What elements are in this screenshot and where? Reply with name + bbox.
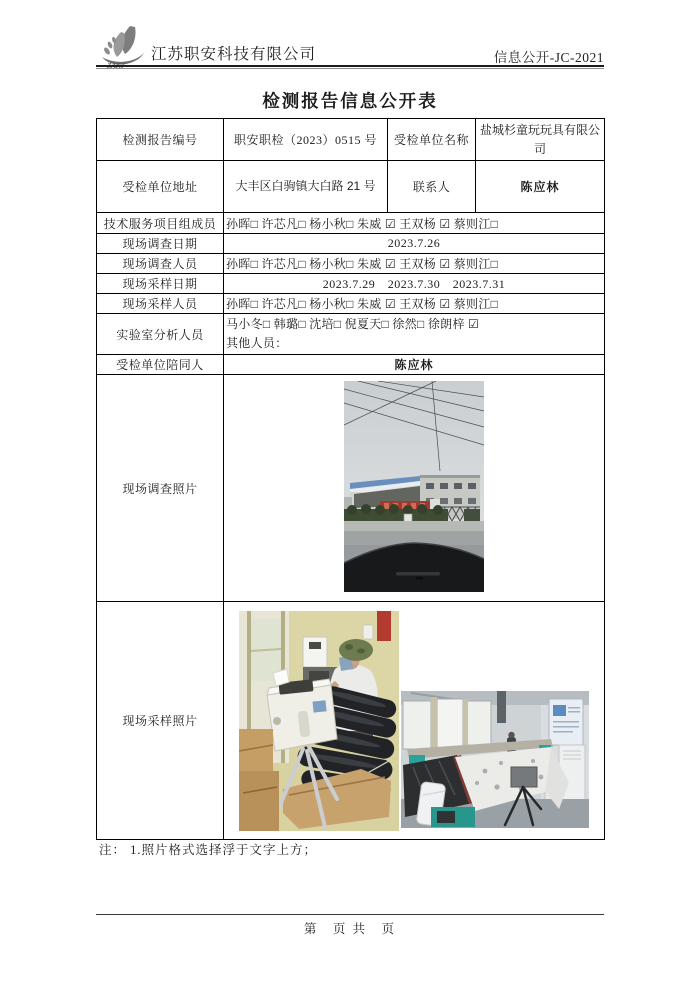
wall-poster — [549, 699, 583, 745]
sampler-instrument — [267, 669, 337, 751]
table-row-survey-date — [97, 234, 605, 254]
sampling-photos — [226, 603, 602, 838]
report-no-value: 职安职检（2023）0515 号 — [224, 119, 388, 161]
lab-staff-cell — [224, 314, 605, 355]
survey-photo-label: 现场调查照片 — [97, 375, 224, 602]
sampling-photo-cell — [224, 602, 605, 840]
sampling-staff-checkboxes: 孙晖□ 许芯凡□ 杨小秋□ 朱威 ☑ 王双杨 ☑ 蔡则江□ — [224, 294, 605, 314]
contact-value: 陈应林 — [476, 161, 605, 213]
footnote: 注： 1.照片格式选择浮于文字上方； — [99, 843, 318, 857]
team-label: 技术服务项目组成员 — [97, 213, 224, 234]
table-row-sampling-staff — [97, 294, 605, 314]
survey-date-label: 现场调查日期 — [97, 234, 224, 254]
lab-staff-checkboxes: 马小冬□ 韩璐□ 沈培□ 倪夏天□ 徐然□ 徐朗梓 ☑ — [226, 317, 480, 331]
logo-wheat-dot — [107, 41, 114, 49]
camo-hat — [339, 639, 373, 661]
page-number-text: 第 页 共 页 — [303, 922, 397, 936]
survey-date-value: 2023.7.26 — [224, 234, 605, 254]
table-row-address — [97, 161, 605, 213]
org-addr-value: 大丰区白驹镇大白路 21 号 — [224, 161, 388, 213]
table-row-escort — [97, 355, 605, 375]
table-row-team — [97, 213, 605, 234]
org-name-label: 受检单位名称 — [388, 119, 476, 161]
sampling-photo-cutting-table — [401, 691, 589, 828]
company-logo-icon — [98, 24, 152, 70]
boxes-left — [239, 729, 279, 831]
footer-divider — [96, 914, 604, 915]
survey-staff-label: 现场调查人员 — [97, 254, 224, 274]
table-row-sampling-photo — [97, 602, 605, 840]
escort-label: 受检单位陪同人 — [97, 355, 224, 375]
sampling-photo-workshop — [239, 611, 399, 831]
org-addr-label: 受检单位地址 — [97, 161, 224, 213]
table-row-report-no — [97, 119, 605, 161]
report-table — [96, 118, 605, 840]
escort-value: 陈应林 — [224, 355, 605, 375]
survey-photo-cell — [224, 375, 605, 602]
wall-box — [303, 637, 327, 667]
header-divider — [96, 65, 604, 69]
sampling-photo-label: 现场采样照片 — [97, 602, 224, 840]
org-name-value: 盐城杉童玩玩具有限公司 — [476, 119, 605, 161]
dark-column — [497, 691, 506, 723]
table-row-sampling-date — [97, 274, 605, 294]
sampling-staff-label: 现场采样人员 — [97, 294, 224, 314]
contact-label: 联系人 — [388, 161, 476, 213]
sampling-date-label: 现场采样日期 — [97, 274, 224, 294]
company-name: 江苏职安科技有限公司 — [151, 46, 317, 63]
table-row-survey-photo — [97, 375, 605, 602]
other-staff-label: 其他人员： — [226, 336, 288, 351]
logo-leaf-shape — [114, 32, 125, 57]
defroster-vent — [396, 572, 440, 576]
survey-staff-checkboxes: 孙晖□ 许芯凡□ 杨小秋□ 朱威 ☑ 王双杨 ☑ 蔡则江□ — [224, 254, 605, 274]
table-row-lab-staff — [97, 314, 605, 355]
red-wall-item — [377, 611, 391, 641]
survey-photo — [344, 381, 484, 592]
team-checkboxes: 孙晖□ 许芯凡□ 杨小秋□ 朱威 ☑ 王双杨 ☑ 蔡则江□ — [224, 213, 605, 234]
report-no-label: 检测报告编号 — [97, 119, 224, 161]
logo-text: ZAKJ — [107, 61, 125, 70]
doc-code: 信息公开-JC-2021 — [493, 50, 604, 65]
lab-staff-label: 实验室分析人员 — [97, 314, 224, 355]
wall-card — [363, 625, 373, 639]
page-title: 检测报告信息公开表 — [262, 91, 438, 111]
table-row-survey-staff — [97, 254, 605, 274]
sampling-date-value: 2023.7.29 2023.7.30 2023.7.31 — [224, 274, 605, 294]
